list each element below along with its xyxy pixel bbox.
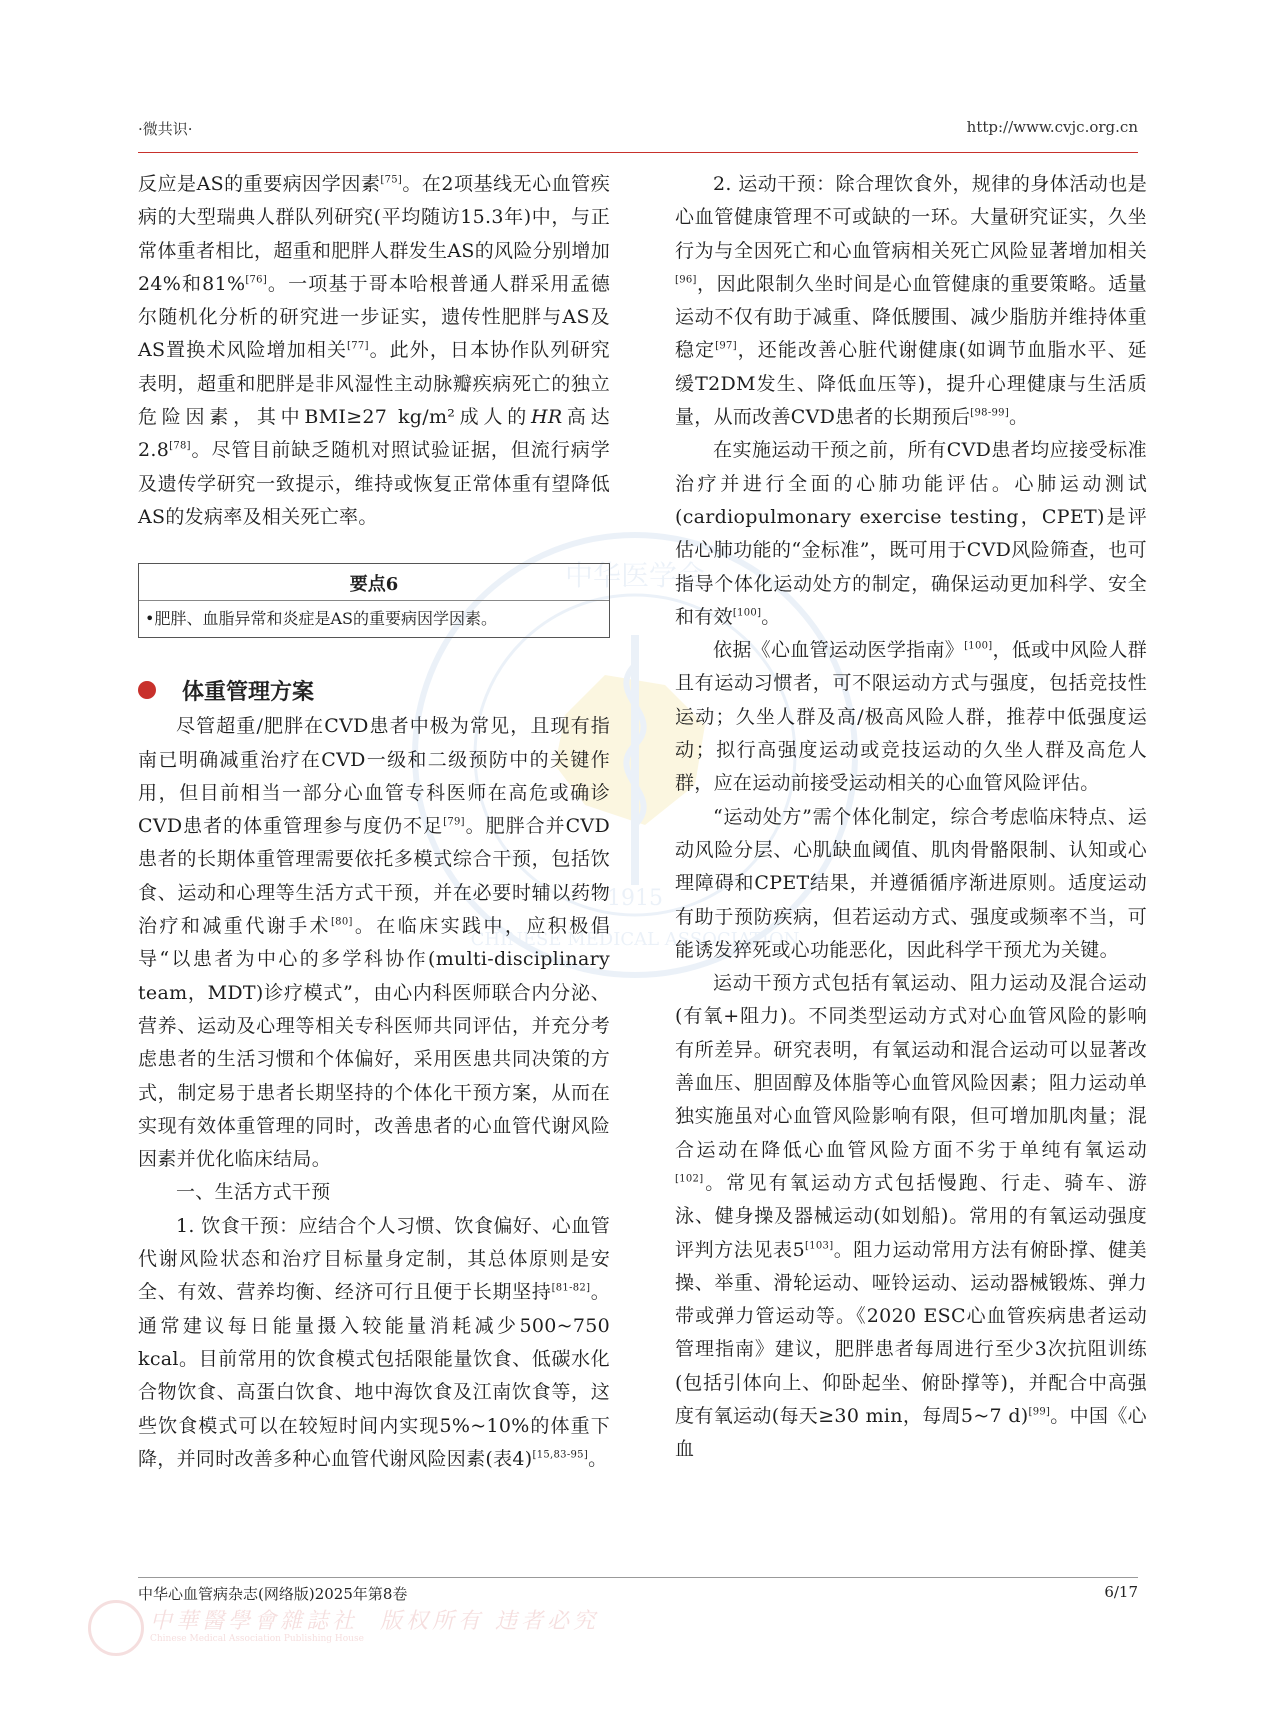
citation[interactable]: [81-82] (551, 1282, 591, 1294)
key-point-title: 要点6 (139, 564, 609, 601)
publisher-name-en: Chinese Medical Association Publishing House (150, 1634, 364, 1644)
right-column (675, 168, 1147, 1467)
publisher-name: 中華醫學會雜誌社 版权所有 违者必究 (150, 1609, 600, 1634)
paragraph: 在实施运动干预之前，所有CVD患者均应接受标准治疗并进行全面的心肺功能评估。心肺运动测试(cardiopulmonary exercise testing，CPET)是评估心肺功能的“金标准”，既可用于CVD风险筛查，也可指导个体化运动处方的制定，确保运动更加科学、安全和有效[100]。 (675, 439, 1147, 628)
paragraph: 依据《心血管运动医学指南》[100]，低或中风险人群且有运动习惯者，可不限运动方式与强度，包括竞技性运动；久坐人群及高/极高风险人群，推荐中低强度运动；拟行高强度运动或竞技运动的久坐人群及高危人群，应在运动前接受运动相关的心血管风险评估。 (675, 639, 1147, 795)
publisher-logo-icon (88, 1600, 144, 1656)
paragraph: 反应是AS的重要病因学因素[75]。在2项基线无心血管疾病的大型瑞典人群队列研究(平均随访15.3年)中，与正常体重者相比，超重和肥胖人群发生AS的风险分别增加24%和81%[76]。一项基于哥本哈根普通人群采用孟德尔随机化分析的研究进一步证实，遗传性肥胖与AS及AS置换术风险增加相关[77]。此外，日本协作队列研究表明，超重和肥胖是非风湿性主动脉瓣疾病死亡的独立危险因素，其中BMI≥27 kg/m²成人的HR高达2.8[78]。尽管目前缺乏随机对照试验证据，但流行病学及遗传学研究一致提示，维持或恢复正常体重有望降低AS的发病率及相关死亡率。 (138, 173, 611, 528)
left-column (138, 168, 610, 1476)
header-divider (138, 152, 1138, 153)
paragraph: 1. 饮食干预：应结合个人习惯、饮食偏好、心血管代谢风险状态和治疗目标量身定制，其总体原则是安全、有效、营养均衡、经济可行且便于长期坚持[81-82]。通常建议每日能量摄入较能量消耗减少500~750 kcal。目前常用的饮食模式包括限能量饮食、低碳水化合物饮食、高蛋白饮食、地中海饮食及江南饮食等，这些饮食模式可以在较短时间内实现5%~10%的体重下降，并同时改善多种心血管代谢风险因素(表4)[15,83-95]。 (138, 1214, 610, 1470)
svg-text:CHINESE MEDICAL ASSOCIATION: CHINESE MEDICAL ASSOCIATION (470, 929, 800, 950)
page-header (138, 118, 1138, 148)
citation[interactable]: [15,83-95] (532, 1449, 589, 1461)
key-point-box (138, 563, 610, 638)
subheading: 一、生活方式干预 (176, 1181, 331, 1204)
paragraph: “运动处方”需个体化制定，综合考虑临床特点、运动风险分层、心肌缺血阈值、肌肉骨骼限制、认知或心理障碍和CPET结果，并遵循循序渐进原则。适度运动有助于预防疾病，但若运动方式、强度或频率不当，可能诱发猝死或心功能恶化，因此科学干预尤为关键。 (675, 805, 1147, 961)
journal-url[interactable]: http://www.cvjc.org.cn (966, 118, 1138, 136)
citation[interactable]: [80] (330, 916, 353, 928)
citation[interactable]: [99] (1028, 1406, 1051, 1418)
paragraph: 尽管超重/肥胖在CVD患者中极为常见，且现有指南已明确减重治疗在CVD一级和二级预防中的关键作用，但目前相当一部分心血管专科医师在高危或确诊CVD患者的体重管理参与度仍不足[79]。肥胖合并CVD患者的长期体重管理需要依托多模式综合干预，包括饮食、运动和心理等生活方式干预，并在必要时辅以药物治疗和减重代谢手术[80]。在临床实践中，应积极倡导“以患者为中心的多学科协作(multi-disciplinary team，MDT)诊疗模式”，由心内科医师联合内分泌、营养、运动及心理等相关专科医师共同评估，并充分考虑患者的生活习惯和个体偏好，采用医患共同决策的方式，制定易于患者长期坚持的个体化干预方案，从而在实现有效体重管理的同时，改善患者的心血管代谢风险因素并优化临床结局。 (138, 715, 610, 1171)
citation[interactable]: [103] (805, 1240, 834, 1252)
citation[interactable]: [98-99] (970, 407, 1010, 419)
citation[interactable]: [97] (715, 341, 737, 353)
footer-divider (138, 1577, 1138, 1578)
citation[interactable]: [78] (169, 441, 191, 453)
section-title: 体重管理方案 (182, 679, 315, 705)
citation[interactable]: [100] (964, 640, 993, 652)
citation[interactable]: [102] (675, 1173, 704, 1185)
page-number: 6/17 (1104, 1583, 1138, 1601)
journal-issue: 中华心血管病杂志(网络版)2025年第8卷 (138, 1585, 408, 1603)
section-heading (138, 670, 610, 710)
svg-text:1915: 1915 (607, 886, 663, 911)
citation[interactable]: [77] (347, 341, 369, 353)
citation[interactable]: [79] (443, 816, 465, 828)
bullet-dot-icon (138, 681, 156, 699)
svg-text:中华医学会: 中华医学会 (564, 559, 706, 592)
citation[interactable]: [75] (380, 174, 403, 186)
citation[interactable]: [76] (245, 274, 268, 286)
key-point-text: •肥胖、血脂异常和炎症是AS的重要病因学因素。 (145, 609, 497, 629)
citation[interactable]: [96] (675, 274, 697, 286)
citation[interactable]: [100] (732, 607, 762, 619)
paragraph: 2. 运动干预：除合理饮食外，规律的身体活动也是心血管健康管理不可或缺的一环。大量研究证实，久坐行为与全因死亡和心血管病相关死亡风险显著增加相关[96]，因此限制久坐时间是心血管健康的重要策略。适量运动不仅有助于减重、降低腰围、减少脂肪并维持体重稳定[97]，还能改善心脏代谢健康(如调节血脂水平、延缓T2DM发生、降低血压等)，提升心理健康与生活质量，从而改善CVD患者的长期预后[98-99]。 (675, 173, 1147, 429)
paragraph: 运动干预方式包括有氧运动、阻力运动及混合运动(有氧+阻力)。不同类型运动方式对心血管风险的影响有所差异。研究表明，有氧运动和混合运动可以显著改善血压、胆固醇及体脂等心血管风险因素；阻力运动单独实施虽对心血管风险影响有限，但可增加肌肉量；混合运动在降低心血管风险方面不劣于单纯有氧运动[102]。常见有氧运动方式包括慢跑、行走、骑车、游泳、健身操及器械运动(如划船)。常用的有氧运动强度评判方法见表5[103]。阻力运动常用方法有俯卧撑、健美操、举重、滑轮运动、哑铃运动、运动器械锻炼、弹力带或弹力管运动等。《2020 ESC心血管疾病患者运动管理指南》建议，肥胖患者每周进行至少3次抗阻训练(包括引体向上、仰卧起坐、俯卧撑等)，并配合中高强度有氧运动(每天≥30 min，每周5~7 d)[99]。中国《心血 (675, 972, 1147, 1461)
section-tag: ·微共识· (138, 120, 193, 138)
